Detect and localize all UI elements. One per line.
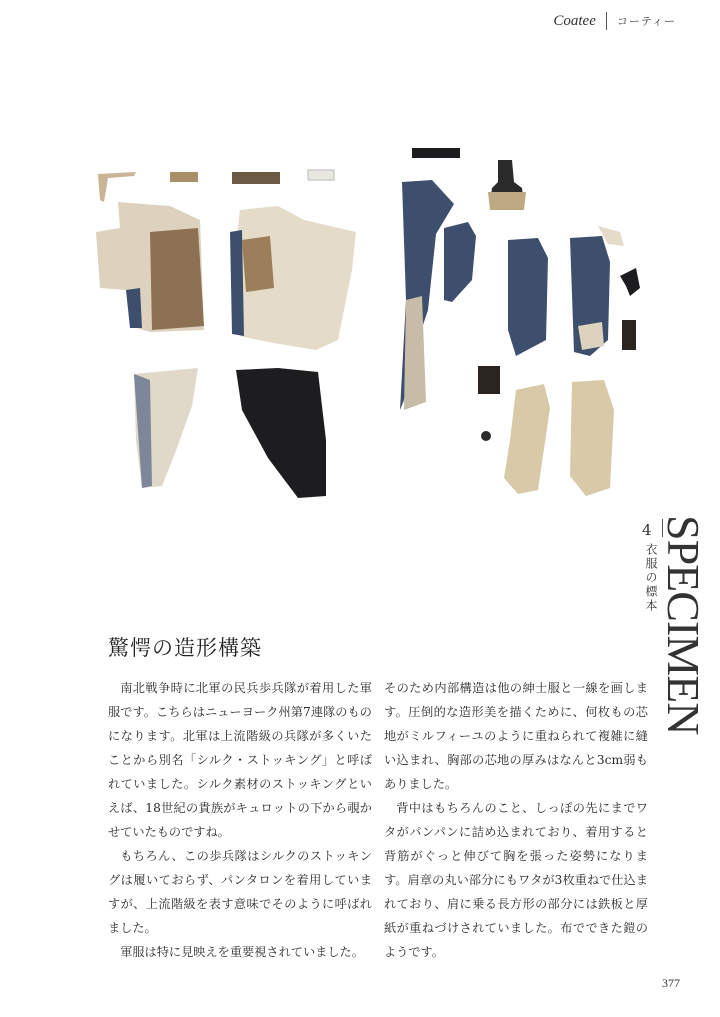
front-panels-group [96,170,356,498]
article-title: 驚愕の造形構築 [108,636,262,660]
paragraph: 背中はもちろんのこと、しっぽの先にまでワタがパンパンに詰め込まれており、着用すると背筋がぐっと伸びて胸を張った姿勢になります。肩章の丸い部分にもワタが3枚重ねで仕込まれており、肩に乗る長方形の部分には鉄板と厚紙が重ねづけされていました。布でできた鎧のようです。 [384,801,648,959]
collar-strip-tan [170,172,198,182]
header-title-ja: コーティー [616,15,676,28]
chapter-sidebar [640,515,720,735]
collar-strip-white [308,170,334,180]
paragraph: そのため内部構造は他の紳士服と一線を画します。圧倒的な造形美を描くために、何枚もの芯地がミルフィーユのように重ねられて複雑に縫い込まれ、胸部の芯地の厚みはなんと3cm弱もありました。 [384,681,648,791]
left-front-lining [150,228,204,330]
epaulette-fringe [488,192,526,210]
header-divider [606,12,607,30]
sleeve-lining-right [570,380,614,496]
paragraph: 軍服は特に見映えを重要視されていました。 [120,945,364,959]
running-header [553,12,676,30]
right-front-navy-edge [230,230,244,336]
paragraph: 南北戦争時に北軍の民兵歩兵隊が着用した軍服です。こちらはニューヨーク州第7連隊のものになります。北軍は上流階級の兵隊が多くいたことから別名「シルク・ストッキング」と呼ばれていました。シルク素材のストッキングといえば、18世紀の貴族がキュロットの下から覗かせていたものですね。 [108,681,372,839]
coatee-pattern-pieces-photo [90,140,690,510]
right-front-padding [242,236,274,292]
black-band [412,148,460,158]
right-column [384,676,648,964]
section-word: SPECIMEN [658,515,709,735]
button-tab [478,366,500,394]
strap-piece [98,172,136,202]
buttons-strip [622,320,636,350]
hook-piece [620,268,640,296]
sleeve-lining-left [504,384,550,494]
collar-piece [444,222,476,302]
collar-strip-dark [232,172,280,184]
chapter-title: 衣服の標本 [644,543,658,613]
chapter-number: 4 [642,521,652,539]
right-skirt-panel [236,368,326,498]
paragraph: もちろん、この歩兵隊はシルクのストッキングは履いておらず、パンタロンを着用していますが、上流階級を表す意味でそのように呼ばれました。 [108,849,372,935]
sleeve-upper-left [508,238,548,356]
left-column [108,676,372,964]
page-number: 377 [662,976,680,990]
sleeve-cuff-tan [578,322,604,350]
header-title-en: Coatee [553,12,596,29]
button-small [481,431,491,441]
back-and-sleeves-group [400,148,640,496]
left-front-navy-edge [126,288,142,328]
